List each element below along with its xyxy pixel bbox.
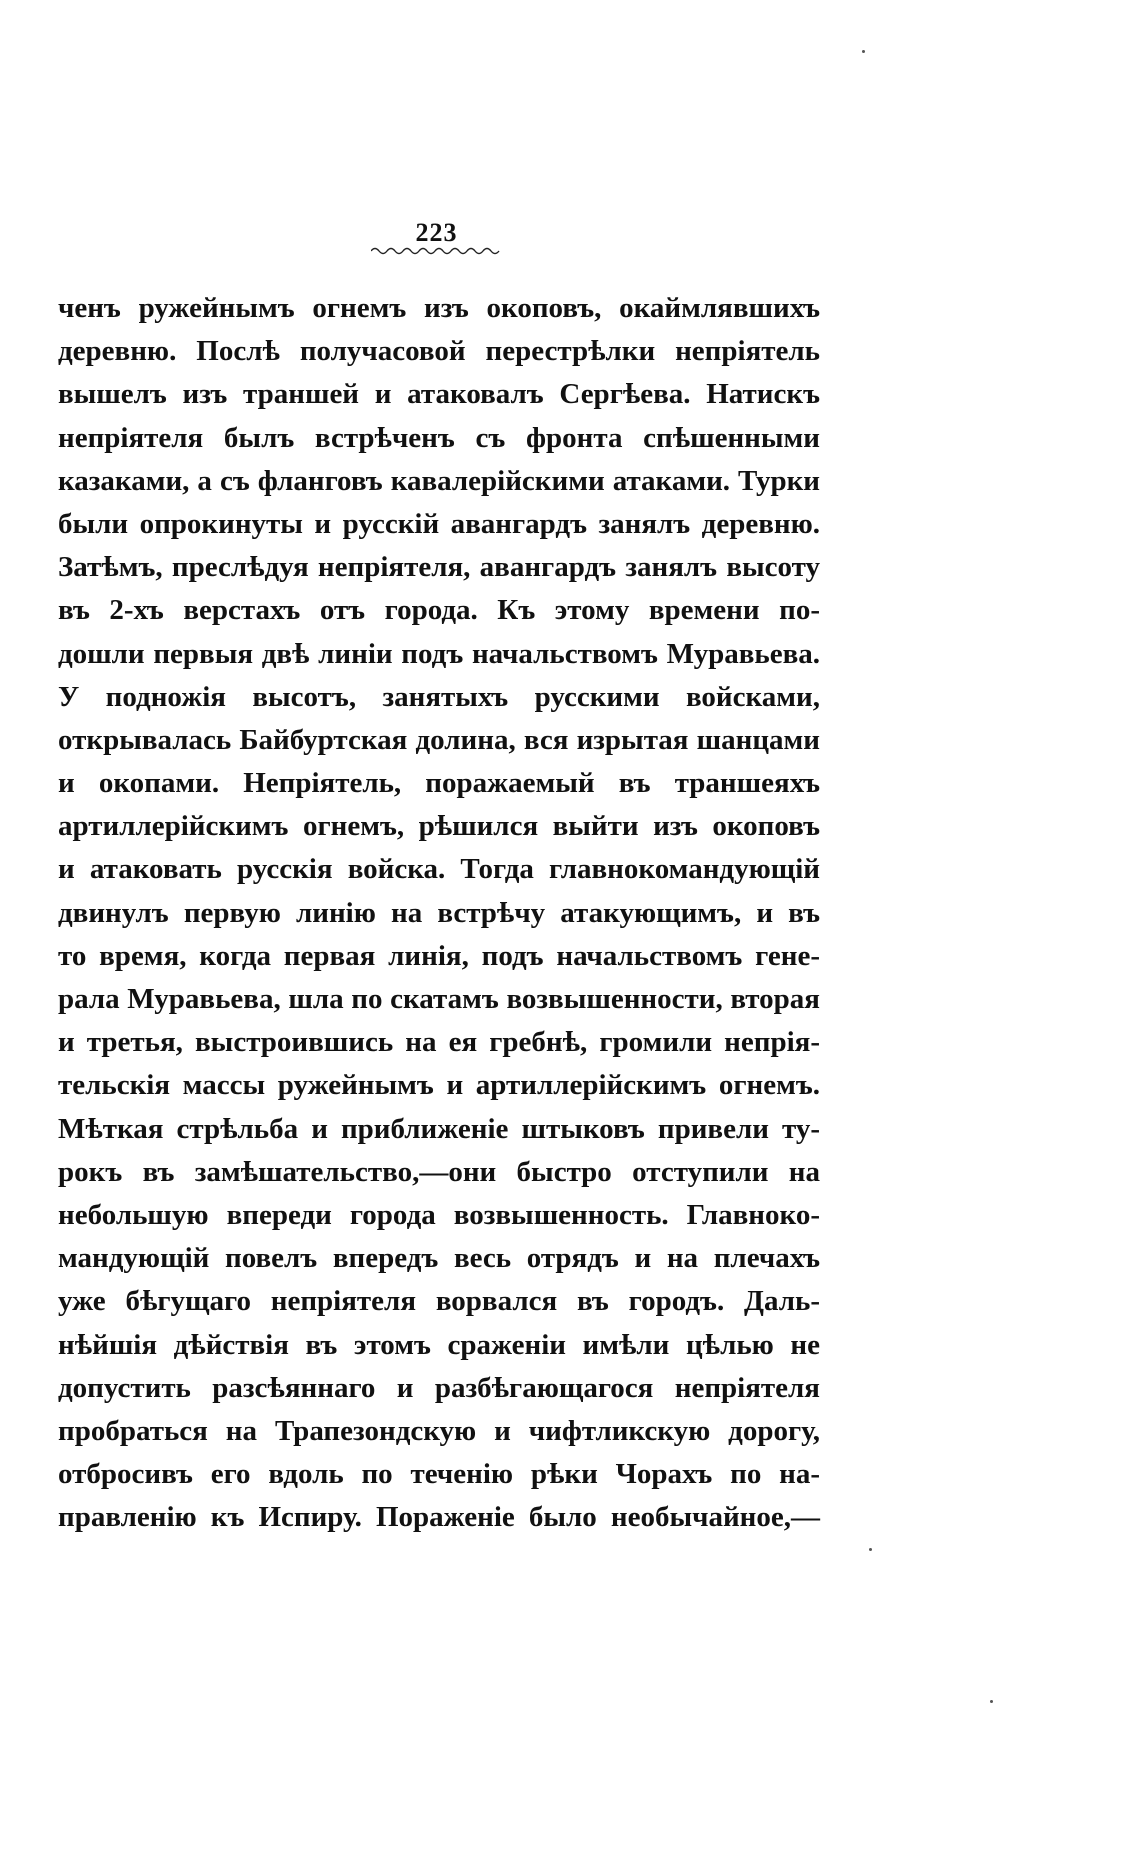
- text-line: непріятеля былъ встрѣченъ съ фронта спѣшенными: [58, 421, 820, 454]
- text-line: нѣйшія дѣйствія въ этомъ сраженіи имѣли цѣлью не: [58, 1328, 820, 1361]
- text-line: правленію къ Испиру. Пораженіе было необычайное,—: [58, 1501, 820, 1534]
- text-line: и окопами. Непріятель, поражаемый въ траншеяхъ: [58, 767, 820, 800]
- text-line: рокъ въ замѣшательство,—они быстро отступили на: [58, 1155, 820, 1188]
- text-line: казаками, а съ фланговъ кавалерійскими атаками. Турки: [58, 464, 820, 497]
- text-line: Затѣмъ, преслѣдуя непріятеля, авангардъ занялъ высоту: [58, 551, 820, 584]
- text-line: отбросивъ его вдоль по теченію рѣки Чорахъ по на-: [58, 1458, 820, 1491]
- text-line: уже бѣгущаго непріятеля ворвался въ городъ. Даль-: [58, 1285, 820, 1318]
- scan-speck: [862, 50, 865, 53]
- text-line: деревню. Послѣ получасовой перестрѣлки непріятель: [58, 335, 820, 368]
- text-line: дошли первыя двѣ линіи подъ начальствомъ Муравьева.: [58, 637, 820, 670]
- text-line: то время, когда первая линія, подъ начальствомъ гене-: [58, 939, 820, 972]
- body-text: [58, 287, 820, 1539]
- text-line: тельскія массы ружейнымъ и артиллерійскимъ огнемъ.: [58, 1069, 820, 1102]
- text-line: У подножія высотъ, занятыхъ русскими войсками,: [58, 680, 820, 713]
- text-line: Мѣткая стрѣльба и приближеніе штыковъ привели ту-: [58, 1112, 820, 1145]
- text-line: рала Муравьева, шла по скатамъ возвышенности, вторая: [58, 983, 820, 1015]
- text-line: были опрокинуты и русскій авангардъ занялъ деревню.: [58, 507, 820, 540]
- text-line: открывалась Байбуртская долина, вся изрытая шанцами: [58, 723, 820, 756]
- scan-speck: [869, 1548, 872, 1551]
- page-number: 223: [415, 218, 458, 247]
- text-line: въ 2-хъ верстахъ отъ города. Къ этому времени по-: [58, 594, 820, 627]
- text-line: и третья, выстроившись на ея гребнѣ, громили непрія-: [58, 1026, 820, 1059]
- text-line: ченъ ружейнымъ огнемъ изъ окоповъ, окаймлявшихъ: [58, 292, 820, 324]
- text-line: вышелъ изъ траншей и атаковалъ Сергѣева. Натискъ: [58, 378, 820, 411]
- text-line: пробраться на Трапезондскую и чифтликскую дорогу,: [58, 1414, 820, 1447]
- text-line: и атаковать русскія войска. Тогда главнокомандующій: [58, 853, 820, 886]
- text-line: артиллерійскимъ огнемъ, рѣшился выйти изъ окоповъ: [58, 810, 820, 843]
- text-line: небольшую впереди города возвышенность. Главноко-: [58, 1198, 820, 1231]
- text-line: допустить разсѣяннаго и разбѣгающагося непріятеля: [58, 1371, 820, 1404]
- text-line: двинулъ первую линію на встрѣчу атакующимъ, и въ: [58, 896, 820, 929]
- text-line: мандующій повелъ впередъ весь отрядъ и на плечахъ: [58, 1242, 820, 1275]
- scan-speck: [990, 1700, 993, 1703]
- wavy-rule-ornament: [371, 246, 501, 256]
